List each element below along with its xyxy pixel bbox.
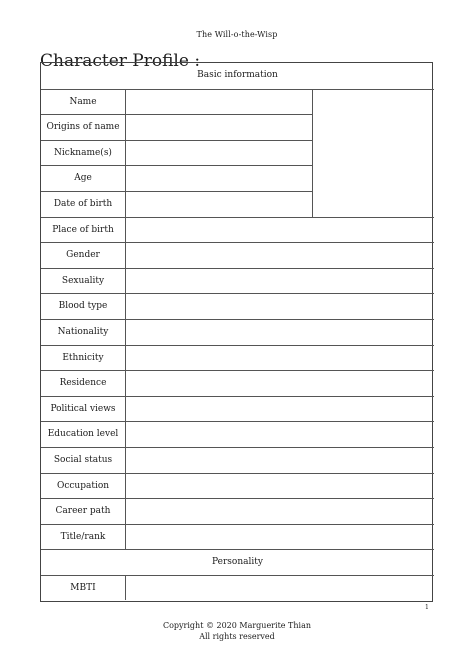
column-divider	[125, 575, 126, 601]
column-divider	[125, 89, 126, 550]
label-nationality: Nationality	[57, 326, 109, 337]
field-political-views[interactable]	[125, 396, 434, 422]
label-nickname-s: Nickname(s)	[54, 147, 112, 158]
field-name[interactable]	[125, 89, 312, 115]
label-blood-type: Blood type	[58, 301, 108, 312]
label-residence: Residence	[59, 378, 107, 389]
label-gender: Gender	[66, 250, 100, 261]
label-occupation: Occupation	[56, 480, 110, 491]
label-age: Age	[74, 173, 92, 184]
field-place-of-birth[interactable]	[125, 217, 434, 243]
field-nationality[interactable]	[125, 319, 434, 345]
field-education-level[interactable]	[125, 421, 434, 447]
label-mbti: MBTI	[70, 582, 96, 593]
label-sexuality: Sexuality	[61, 275, 105, 286]
field-age[interactable]	[125, 165, 312, 191]
field-blood-type[interactable]	[125, 293, 434, 319]
copyright-footer	[0, 620, 474, 642]
field-career-path[interactable]	[125, 498, 434, 524]
label-political-views: Political views	[50, 403, 116, 414]
copyright-text: Copyright © 2020 Marguerite Thian	[162, 621, 312, 630]
label-education-level: Education level	[47, 429, 119, 440]
field-gender[interactable]	[125, 242, 434, 268]
label-social-status: Social status	[53, 454, 113, 465]
field-origins-of-name[interactable]	[125, 114, 312, 140]
label-title-rank: Title/rank	[60, 531, 106, 542]
label-ethnicity: Ethnicity	[62, 352, 104, 363]
field-residence[interactable]	[125, 370, 434, 396]
row-divider	[41, 549, 434, 550]
section-title-basic-information: Basic information	[197, 70, 278, 80]
field-ethnicity[interactable]	[125, 345, 434, 371]
label-name: Name	[69, 96, 97, 107]
label-place-of-birth: Place of birth	[52, 224, 114, 235]
character-profile-form	[40, 62, 433, 602]
photo-box[interactable]	[312, 89, 434, 217]
field-date-of-birth[interactable]	[125, 191, 312, 217]
field-occupation[interactable]	[125, 473, 434, 499]
page-number: 1	[425, 604, 429, 611]
field-nickname-s[interactable]	[125, 140, 312, 166]
field-title-rank[interactable]	[125, 524, 434, 550]
photo-box-border	[312, 89, 313, 217]
field-mbti[interactable]	[125, 575, 434, 601]
label-origins-of-name: Origins of name	[46, 122, 120, 133]
field-sexuality[interactable]	[125, 268, 434, 294]
section-title-personality: Personality	[212, 557, 263, 568]
label-career-path: Career path	[55, 506, 111, 517]
field-social-status[interactable]	[125, 447, 434, 473]
rights-text: All rights reserved	[199, 632, 275, 641]
label-date-of-birth: Date of birth	[53, 198, 113, 209]
document-header-title: The Will-o-the-Wisp	[196, 30, 278, 39]
page-title: Character Profile :	[40, 51, 201, 72]
